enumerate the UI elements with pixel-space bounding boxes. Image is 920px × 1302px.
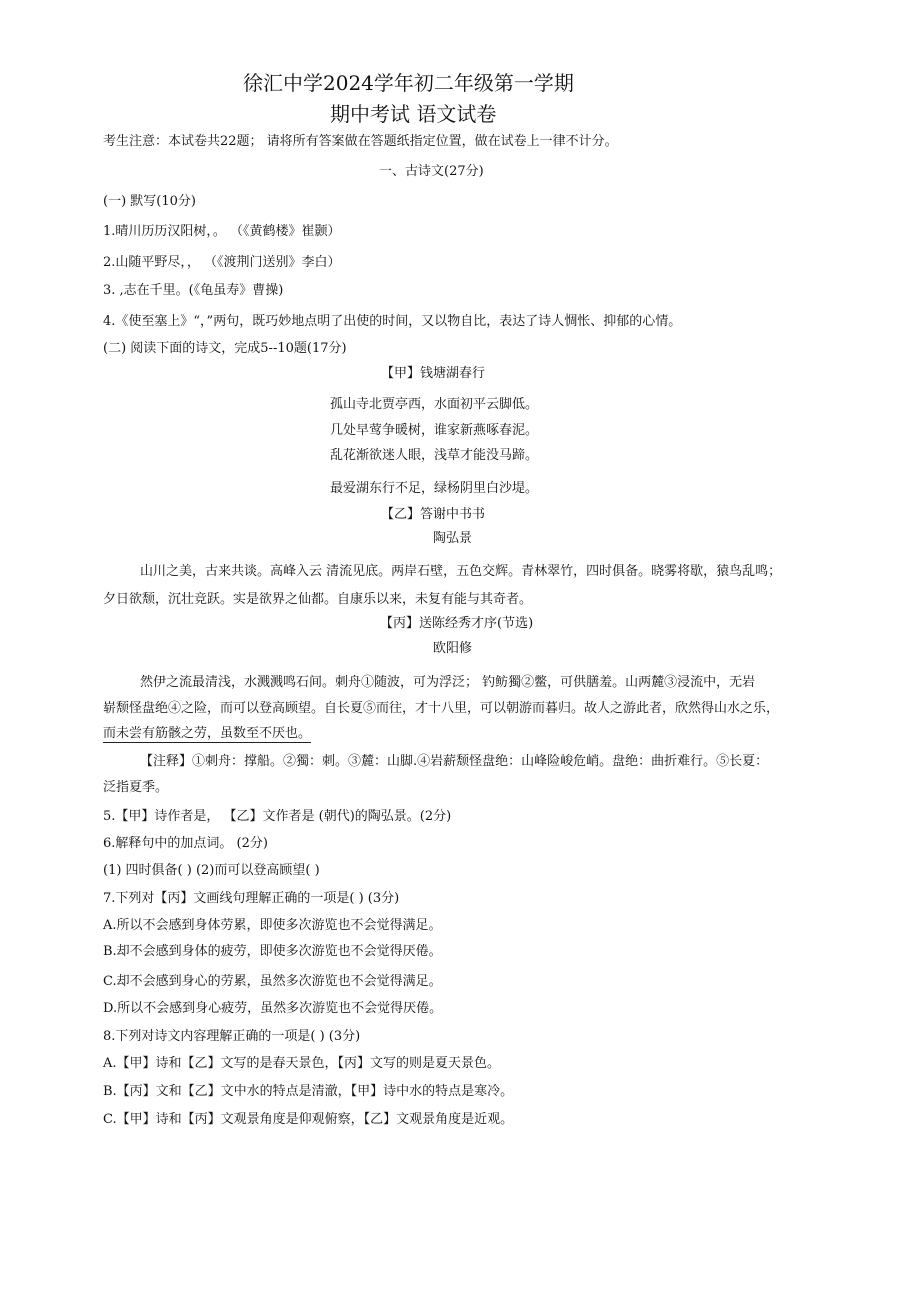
poem-jia-line-4: 最爱湖东行不足，绿杨阴里白沙堤。 (330, 481, 539, 496)
question-8: 8.下列对诗文内容理解正确的一项是( ) (3分) (103, 1029, 361, 1044)
part2-title: (二) 阅读下面的诗文，完成5--10题(17分) (103, 341, 347, 356)
text-bing-notes-line-2: 泛指夏季。 (103, 780, 169, 795)
question-2: 2.山随平野尽，， （《渡荆门送别》李白） (103, 255, 341, 270)
question-7-option-a: A.所以不会感到身体劳累，即使多次游览也不会觉得满足。 (103, 918, 442, 933)
text-yi-author: 陶弘景 (433, 531, 473, 546)
text-yi-title: 【乙】答谢中书书 (381, 507, 486, 522)
text-bing-underlined-sentence: 而未尝有筋骸之劳，虽数至不厌也。 (103, 726, 312, 741)
question-3: 3. ,志在千里。(《龟虽寿》曹操) (103, 283, 284, 298)
poem-jia-line-3: 乱花渐欲迷人眼，浅草才能没马蹄。 (330, 448, 539, 463)
question-7-option-b: B.却不会感到身体的疲劳，即使多次游览也不会觉得厌倦。 (103, 944, 442, 959)
text-bing-line-2: 崭颓怪盘绝④之险，而可以登高顾望。自长夏⑤而往，才十八里，可以朝游而暮归。故人之游此者，欣然得山水之乐， (103, 701, 780, 716)
question-5: 5.【甲】诗作者是， 【乙】文作者是 (朝代)的陶弘景。(2分) (103, 809, 452, 824)
question-7: 7.下列对【丙】文画线句理解正确的一项是( ) (3分) (103, 891, 400, 906)
text-yi-line-2: 夕日欲颓，沉壮竞跃。实是欲界之仙都。自康乐以来，未复有能与其奇者。 (103, 592, 533, 607)
text-bing-notes-line-1: 【注释】①刺舟：撑船。②獨：刺。③麓：山脚.④岩薪颓怪盘绝：山峰险峻危峭。盘绝：曲折难行。⑤长夏： (140, 754, 769, 769)
section-heading: 一、古诗文(27分) (379, 164, 484, 179)
question-6: 6.解释句中的加点词。 (2分) (103, 836, 268, 851)
question-7-option-c: C.却不会感到身心的劳累，虽然多次游览也不会觉得满足。 (103, 974, 442, 989)
question-8-option-c: C.【甲】诗和【丙】文观景角度是仰观俯察，【乙】文观景角度是近观。 (103, 1112, 514, 1127)
exam-title-line1: 徐汇中学2024学年初二年级第一学期 (243, 71, 574, 95)
question-1: 1.晴川历历汉阳树，。 （《黄鹤楼》崔颢） (103, 224, 341, 239)
poem-jia-title: 【甲】钱塘湖春行 (381, 366, 486, 381)
question-7-option-d: D.所以不会感到身心疲劳，虽然多次游览也不会觉得厌倦。 (103, 1001, 443, 1016)
exam-notice: 考生注意：本试卷共22题； 请将所有答案做在答题纸指定位置，做在试卷上一律不计分。 (103, 134, 618, 149)
question-8-option-b: B.【丙】文和【乙】文中水的特点是清澈，【甲】诗中水的特点是寒冷。 (103, 1084, 514, 1099)
question-8-option-a: A.【甲】诗和【乙】文写的是春天景色，【丙】文写的则是夏天景色。 (103, 1056, 501, 1071)
text-bing-line-1: 然伊之流最清浅，水溅溅鸣石间。刺舟①随波，可为浮泛； 钓鲂獨②鳖，可供膳羞。山两麓③浸流中，无岩 (140, 675, 756, 690)
poem-jia-line-1: 孤山寺北贾亭西，水面初平云脚低。 (330, 397, 539, 412)
question-6-items: (1) 四时俱备( ) (2)而可以登高顾望( ) (103, 863, 320, 878)
exam-title-line2: 期中考试 语文试卷 (330, 102, 497, 126)
text-yi-line-1: 山川之美，古来共谈。高峰入云 清流见底。两岸石壁，五色交辉。青林翠竹，四时俱备。晓雾将歇，猿鸟乱鸣； (140, 564, 782, 579)
poem-jia-line-2: 几处早莺争暖树，谁家新燕啄春泥。 (330, 423, 539, 438)
part1-title: (一) 默写(10分) (103, 194, 196, 209)
text-bing-title: 【丙】送陈经秀才序(节选) (380, 616, 534, 631)
text-bing-author: 欧阳修 (433, 641, 473, 656)
question-4: 4.《使至塞上》“，”两句，既巧妙地点明了出使的时间，又以物自比，表达了诗人惆怅、抑郁的心情。 (103, 314, 682, 329)
